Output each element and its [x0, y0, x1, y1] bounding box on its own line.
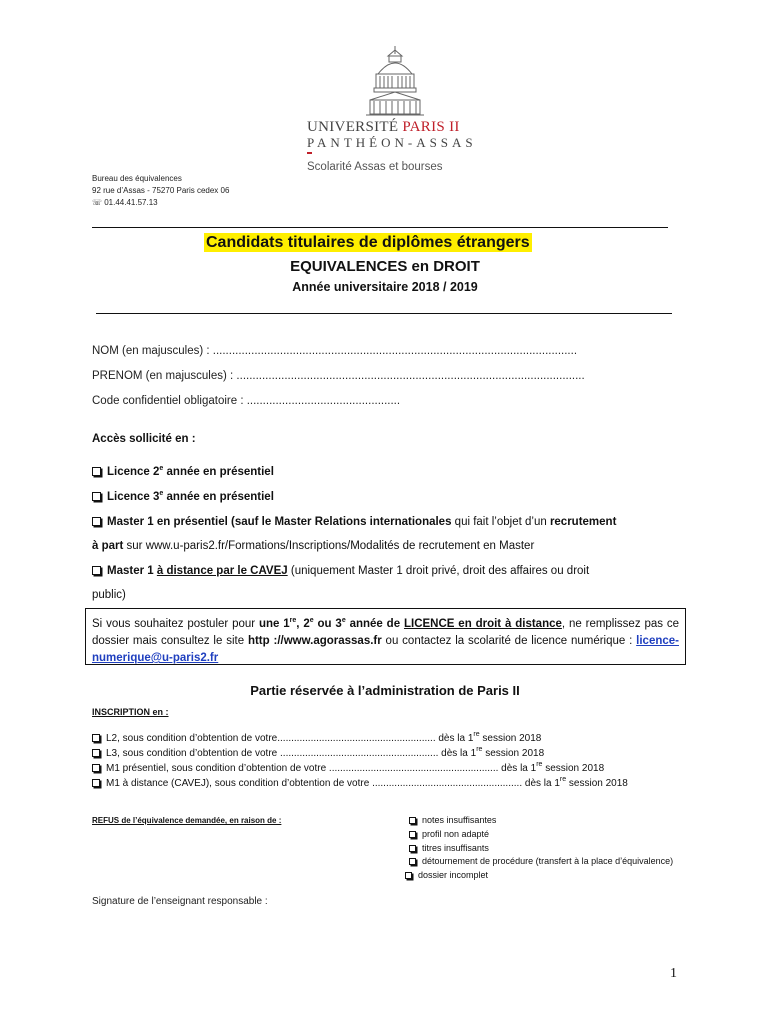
inscription-row-m1-presentiel[interactable]: M1 présentiel, sous condition d’obtention de votre ............................................................. dès la 1re session 2018	[92, 761, 697, 774]
refus-option-notes[interactable]: notes insuffisantes	[409, 815, 496, 825]
checkbox-icon[interactable]	[92, 566, 101, 575]
checkbox-icon[interactable]	[409, 817, 416, 824]
option-master-1-presentiel[interactable]: Master 1 en présentiel (sauf le Master Relations internationales qui fait l’objet d’un recrutement à part sur www.u-paris2.fr/Formations/Inscriptions/Modalités de recrutement en Master	[92, 516, 617, 552]
checkbox-icon[interactable]	[405, 872, 412, 879]
inscription-row-l3[interactable]: L3, sous condition d’obtention de votre ......................................................... dès la 1re session 2018	[92, 746, 697, 759]
inscription-label: INSCRIPTION en :	[92, 707, 169, 717]
checkbox-icon[interactable]	[409, 845, 416, 852]
option-licence-2[interactable]: Licence 2e année en présentiel	[92, 465, 274, 478]
nom-field[interactable]: NOM (en majuscules) : ..................................................................................................................	[92, 345, 578, 357]
option-licence-3[interactable]: Licence 3e année en présentiel	[92, 490, 274, 503]
department-name: Scolarité Assas et bourses	[307, 161, 443, 173]
page-number: 1	[670, 966, 677, 981]
inscription-row-m1-distance[interactable]: M1 à distance (CAVEJ), sous condition d’obtention de votre ...................................................... dès la 1re session 2018	[92, 776, 697, 789]
separator-top	[92, 227, 668, 228]
address-line-1: Bureau des équivalences	[92, 174, 182, 183]
checkbox-icon[interactable]	[92, 734, 100, 742]
refus-option-detournement[interactable]: détournement de procédure (transfert à la place d’équivalence)	[409, 856, 673, 866]
university-name: UNIVERSITÉ PARIS II	[307, 119, 460, 135]
pantheon-dome-icon	[300, 44, 480, 118]
red-dash	[307, 152, 312, 154]
signature-label: Signature de l’enseignant responsable :	[92, 896, 268, 907]
sub-title: EQUIVALENCES en DROIT	[290, 258, 480, 275]
code-field[interactable]: Code confidentiel obligatoire : ................................................	[92, 395, 401, 407]
university-subname: PANTHÉON-ASSAS	[307, 135, 477, 150]
main-title: Candidats titulaires de diplômes étrangers	[206, 234, 530, 251]
inscription-row-l2[interactable]: L2, sous condition d’obtention de votre......................................................... dès la 1re session 2018	[92, 731, 697, 744]
checkbox-icon[interactable]	[92, 467, 101, 476]
email-link[interactable]: licence-numerique@u-paris2.fr	[92, 635, 679, 664]
option-master-1-distance[interactable]: Master 1 à distance par le CAVEJ (uniquement Master 1 droit privé, droit des affaires ou droit public)	[92, 565, 590, 601]
checkbox-icon[interactable]	[409, 831, 416, 838]
acces-label: Accès sollicité en :	[92, 433, 196, 445]
refus-option-titres[interactable]: titres insuffisants	[409, 843, 489, 853]
address-line-2: 92 rue d’Assas - 75270 Paris cedex 06	[92, 186, 230, 195]
prenom-field[interactable]: PRENOM (en majuscules) : .............................................................................................................	[92, 370, 585, 382]
refus-option-dossier[interactable]: dossier incomplet	[405, 870, 488, 880]
admin-section-title: Partie réservée à l’administration de Paris II	[250, 683, 520, 698]
checkbox-icon[interactable]	[409, 858, 416, 865]
academic-year: Année universitaire 2018 / 2019	[292, 280, 478, 294]
checkbox-icon[interactable]	[92, 779, 100, 787]
checkbox-icon[interactable]	[92, 492, 101, 501]
checkbox-icon[interactable]	[92, 764, 100, 772]
address-line-3: ☏ 01.44.41.57.13	[92, 198, 158, 207]
checkbox-icon[interactable]	[92, 749, 100, 757]
refus-label: REFUS de l’équivalence demandée, en raison de :	[92, 816, 282, 825]
info-box: Si vous souhaitez postuler pour une 1re, 2e ou 3e année de LICENCE en droit à distance, ne remplissez pas ce dossier mais consultez le site http ://www.agorassas.fr ou contactez la scolarité de licence numérique : licence-numerique@u-paris2.fr	[85, 608, 686, 665]
checkbox-icon[interactable]	[92, 517, 101, 526]
refus-option-profil[interactable]: profil non adapté	[409, 829, 489, 839]
separator-bottom	[96, 313, 672, 314]
university-logo	[300, 44, 480, 123]
